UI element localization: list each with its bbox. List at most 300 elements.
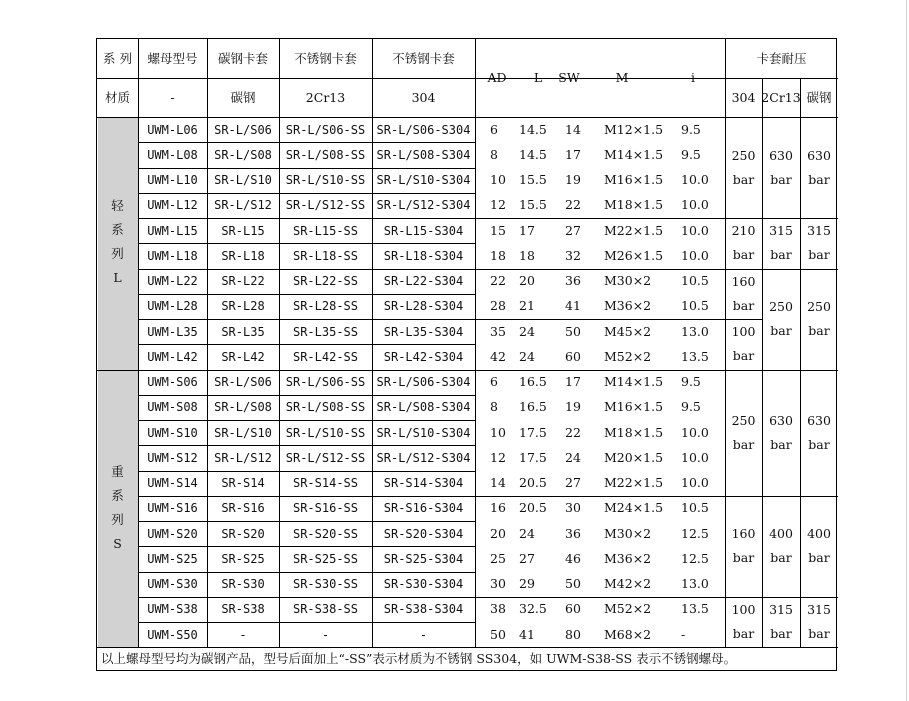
carbon-sleeve: SR-L28: [221, 299, 265, 314]
dim-l: 18: [519, 247, 535, 263]
pressure-carbon: 315: [807, 602, 831, 617]
dim-header: L: [533, 70, 543, 85]
row-line: [138, 572, 475, 573]
carbon-sleeve: -: [239, 627, 247, 642]
dim-ad: 35: [490, 323, 506, 339]
stainless-sleeve-2cr13: SR-L/S12-SS: [285, 198, 366, 213]
pressure-304: 100: [731, 602, 756, 617]
dim-sw: 19: [565, 172, 581, 188]
row-line: [138, 370, 475, 371]
pressure-unit: bar: [732, 550, 755, 566]
carbon-sleeve: SR-L/S12: [214, 198, 272, 213]
spec-table: [96, 38, 837, 671]
dim-ad: 20: [490, 525, 506, 541]
pressure-unit: bar: [732, 626, 755, 641]
grid-line-v: [207, 39, 208, 117]
nut-model: UWM-L42: [147, 349, 198, 364]
pressure-group-line: [725, 597, 838, 598]
stainless-sleeve-2cr13: SR-L35-SS: [292, 324, 359, 339]
nut-model: UWM-L18: [147, 248, 198, 263]
grid-line-v: [725, 39, 726, 647]
pressure-2cr13: 250: [769, 299, 793, 314]
stainless-sleeve-2cr13: SR-L22-SS: [292, 274, 359, 289]
dim-ad: 15: [490, 222, 506, 238]
dim-i: 9.5: [681, 374, 701, 390]
stainless-sleeve-304: SR-L15-S304: [383, 223, 464, 238]
stainless-sleeve-304: -: [419, 627, 428, 642]
stainless-sleeve-304: SR-L28-S304: [383, 299, 464, 314]
header-cell: 碳钢: [230, 90, 256, 105]
pressure-2cr13: 315: [769, 223, 793, 239]
row-line: [138, 168, 475, 169]
group-line: [475, 269, 725, 270]
stainless-sleeve-304: SR-S16-S304: [383, 501, 464, 516]
header-cell: 材质: [104, 90, 131, 105]
nut-model: UWM-L35: [147, 324, 198, 339]
footnote: 以上螺母型号均为碳钢产品，型号后面加上“-SS”表示材质为不锈钢 SS304，如 UWM-S38-SS 表示不锈钢螺母。: [101, 651, 737, 666]
nut-model: UWM-L12: [147, 198, 198, 213]
dim-sw: 27: [565, 222, 581, 238]
pressure-group-line: [725, 496, 838, 497]
table-bottom-line: [97, 647, 838, 648]
row-line: [138, 344, 475, 345]
stainless-sleeve-304: SR-L/S06-S304: [376, 375, 471, 390]
stainless-sleeve-304: SR-L/S12-S304: [376, 450, 471, 465]
dim-l: 20: [519, 273, 535, 289]
header-bottom-line: [97, 117, 838, 118]
dim-i: 10.0: [681, 172, 709, 188]
pressure-2cr13: 630: [769, 147, 793, 163]
dim-ad: 6: [490, 374, 498, 390]
stainless-sleeve-2cr13: SR-S30-SS: [292, 577, 359, 592]
stainless-sleeve-2cr13: SR-S38-SS: [292, 602, 359, 617]
pressure-unit: bar: [732, 348, 755, 364]
dim-sw: 80: [565, 626, 581, 642]
dim-m: M20×1.5: [604, 449, 664, 465]
dim-i: 9.5: [681, 146, 701, 162]
nut-model: UWM-S30: [147, 577, 198, 592]
dim-l: 41: [519, 626, 535, 642]
stainless-sleeve-2cr13: SR-S20-SS: [292, 526, 359, 541]
pressure-304: 250: [731, 412, 756, 428]
dim-sw: 27: [565, 475, 581, 491]
dim-ad: 8: [490, 146, 498, 162]
series-label-light: L: [113, 270, 122, 285]
stainless-sleeve-2cr13: SR-L/S10-SS: [285, 173, 366, 188]
dim-m: M24×1.5: [604, 500, 664, 516]
dim-l: 14.5: [519, 121, 547, 137]
nut-model: UWM-S16: [147, 501, 198, 516]
dim-i: 10.0: [681, 247, 709, 263]
dim-header: SW: [558, 70, 580, 85]
pressure-304: 100: [731, 324, 756, 340]
dim-l: 24: [519, 348, 535, 364]
carbon-sleeve: SR-L42: [221, 349, 265, 364]
dim-sw: 32: [565, 247, 581, 263]
carbon-sleeve: SR-S38: [221, 602, 265, 617]
stainless-sleeve-2cr13: SR-L/S08-SS: [285, 400, 366, 415]
stainless-sleeve-2cr13: SR-L18-SS: [292, 248, 359, 263]
stainless-sleeve-304: SR-S38-S304: [383, 602, 464, 617]
carbon-sleeve: SR-L/S08: [214, 400, 272, 415]
stainless-sleeve-304: SR-L35-S304: [383, 324, 464, 339]
carbon-sleeve: SR-L/S12: [214, 450, 272, 465]
grid-line-v: [138, 39, 139, 647]
dim-i: 9.5: [681, 399, 701, 415]
nut-model: UWM-L28: [147, 299, 198, 314]
row-line: [138, 142, 475, 143]
dim-m: M30×2: [604, 273, 652, 289]
dim-l: 17.5: [519, 424, 547, 440]
header-cell: 不锈钢卡套: [392, 51, 455, 66]
dim-ad: 8: [490, 399, 498, 415]
header-divider: [97, 78, 725, 79]
dim-i: 12.5: [681, 525, 709, 541]
dim-ad: 12: [490, 449, 506, 465]
dim-ad: 38: [490, 601, 506, 617]
dim-i: 10.0: [681, 222, 709, 238]
dim-sw: 22: [565, 197, 581, 213]
pressure-unit: bar: [770, 171, 792, 187]
dim-m: M26×1.5: [604, 247, 664, 263]
dim-i: 10.5: [681, 298, 709, 314]
row-line: [138, 622, 475, 623]
stainless-sleeve-2cr13: SR-L/S10-SS: [285, 425, 366, 440]
header-cell: -: [170, 90, 175, 105]
row-line: [138, 395, 475, 396]
dim-m: M36×2: [604, 550, 652, 566]
dim-i: 13.5: [681, 348, 709, 364]
dim-ad: 14: [490, 475, 506, 491]
pressure-carbon: 400: [807, 526, 831, 542]
group-line: [475, 496, 725, 497]
dim-sw: 24: [565, 449, 581, 465]
header-cell: 碳钢卡套: [217, 51, 269, 66]
pressure-carbon: 250: [807, 299, 831, 314]
row-line: [138, 269, 475, 270]
dim-l: 20.5: [519, 475, 547, 491]
grid-line-v: [372, 117, 373, 647]
dim-i: 13.5: [681, 601, 709, 617]
stainless-sleeve-2cr13: SR-S16-SS: [292, 501, 359, 516]
nut-model: UWM-S25: [147, 551, 198, 566]
series-label-heavy: S: [113, 536, 122, 551]
dim-i: 10.5: [681, 273, 709, 289]
row-line: [138, 319, 475, 320]
stainless-sleeve-2cr13: SR-S25-SS: [292, 551, 359, 566]
group-line: [475, 370, 838, 371]
pressure-col-header: 碳钢: [806, 90, 832, 105]
dim-l: 17: [519, 222, 535, 238]
grid-line-v: [279, 39, 280, 117]
carbon-sleeve: SR-L35: [221, 324, 265, 339]
carbon-sleeve: SR-L22: [221, 274, 265, 289]
stainless-sleeve-304: SR-L/S10-S304: [376, 173, 471, 188]
dim-sw: 50: [565, 323, 581, 339]
pressure-col-header: 2Cr13: [761, 90, 801, 105]
dim-ad: 42: [490, 348, 506, 364]
carbon-sleeve: SR-L/S06: [214, 375, 272, 390]
series-label-heavy: 系: [111, 488, 124, 503]
series-label-heavy: 列: [111, 512, 124, 527]
carbon-sleeve: SR-L15: [221, 223, 265, 238]
dim-ad: 10: [490, 172, 506, 188]
stainless-sleeve-304: SR-L/S10-S304: [376, 425, 471, 440]
dim-i: 13.0: [681, 323, 709, 339]
dim-i: 10.0: [681, 197, 709, 213]
dim-i: 12.5: [681, 550, 709, 566]
dim-l: 21: [519, 298, 535, 314]
carbon-sleeve: SR-S14: [221, 476, 265, 491]
dim-m: M18×1.5: [604, 424, 664, 440]
pressure-2cr13: 400: [769, 526, 793, 542]
pressure-unit: bar: [770, 247, 792, 263]
pressure-group-line: [725, 218, 838, 219]
pressure-304: 160: [731, 526, 756, 542]
dim-ad: 12: [490, 197, 506, 213]
pressure-unit: bar: [808, 247, 830, 263]
stainless-sleeve-304: SR-L/S12-S304: [376, 198, 471, 213]
dim-l: 15.5: [519, 172, 547, 188]
dim-ad: 30: [490, 576, 506, 592]
pressure-title-divider: [725, 78, 838, 79]
dim-m: M14×1.5: [604, 146, 664, 162]
pressure-unit: bar: [732, 171, 755, 187]
dim-i: 10.5: [681, 500, 709, 516]
dim-ad: 25: [490, 550, 506, 566]
dim-sw: 36: [565, 273, 581, 289]
dim-sw: 60: [565, 601, 581, 617]
stainless-sleeve-304: SR-L/S08-S304: [376, 147, 471, 162]
dim-ad: 16: [490, 500, 506, 516]
grid-line-v: [207, 117, 208, 647]
row-line: [138, 496, 475, 497]
dim-sw: 17: [565, 374, 581, 390]
pressure-carbon: 630: [807, 412, 831, 428]
row-line: [138, 243, 475, 244]
dim-ad: 6: [490, 121, 498, 137]
dim-ad: 28: [490, 298, 506, 314]
dim-l: 17.5: [519, 449, 547, 465]
dim-sw: 60: [565, 348, 581, 364]
row-line: [138, 218, 475, 219]
carbon-sleeve: SR-L/S10: [214, 425, 272, 440]
dim-ad: 10: [490, 424, 506, 440]
dim-m: M52×2: [604, 601, 652, 617]
nut-model: UWM-L08: [147, 147, 198, 162]
stainless-sleeve-2cr13: SR-L/S06-SS: [285, 122, 366, 137]
dim-sw: 17: [565, 146, 581, 162]
pressure-2cr13: 315: [769, 602, 793, 617]
dim-l: 24: [519, 323, 535, 339]
dim-m: M16×1.5: [604, 399, 664, 415]
series-label-light: 系: [111, 222, 124, 237]
pressure-unit: bar: [808, 626, 830, 641]
pressure-unit: bar: [770, 436, 792, 452]
stainless-sleeve-304: SR-S25-S304: [383, 551, 464, 566]
nut-model: UWM-S38: [147, 602, 198, 617]
header-cell: 304: [411, 90, 436, 105]
pressure-unit: bar: [770, 323, 792, 338]
carbon-sleeve: SR-L/S06: [214, 122, 272, 137]
stainless-sleeve-2cr13: SR-L/S08-SS: [285, 147, 366, 162]
stainless-sleeve-304: SR-L18-S304: [383, 248, 464, 263]
pressure-group-line: [725, 269, 838, 270]
row-line: [138, 471, 475, 472]
nut-model: UWM-S12: [147, 450, 198, 465]
pressure-unit: bar: [808, 323, 830, 338]
dim-i: 13.0: [681, 576, 709, 592]
stainless-sleeve-2cr13: SR-L28-SS: [292, 299, 359, 314]
series-cell-heavy: [98, 371, 138, 648]
nut-model: UWM-L22: [147, 274, 198, 289]
dim-l: 27: [519, 550, 535, 566]
dim-m: M22×1.5: [604, 475, 664, 491]
pressure-carbon: 315: [807, 223, 831, 239]
row-line: [138, 294, 475, 295]
stainless-sleeve-304: SR-S20-S304: [383, 526, 464, 541]
dim-m: M18×1.5: [604, 197, 664, 213]
pressure-col-header: 304: [731, 90, 756, 105]
dim-l: 16.5: [519, 374, 547, 390]
dim-i: 10.0: [681, 475, 709, 491]
pressure-unit: bar: [732, 436, 755, 452]
nut-model: UWM-S20: [147, 526, 198, 541]
header-cell: 2Cr13: [305, 90, 346, 105]
dim-l: 16.5: [519, 399, 547, 415]
dim-header: AD: [487, 70, 507, 85]
stainless-sleeve-304: SR-L22-S304: [383, 274, 464, 289]
header-cell: 螺母型号: [147, 51, 198, 66]
carbon-sleeve: SR-L18: [221, 248, 265, 263]
row-line: [138, 420, 475, 421]
dim-m: M16×1.5: [604, 172, 664, 188]
dim-l: 20.5: [519, 500, 547, 516]
carbon-sleeve: SR-L/S10: [214, 173, 272, 188]
stainless-sleeve-2cr13: SR-L/S12-SS: [285, 450, 366, 465]
dim-ad: 18: [490, 247, 506, 263]
pressure-sub-line: [725, 319, 762, 320]
pressure-unit: bar: [808, 171, 830, 187]
pressure-304: 250: [731, 147, 756, 163]
grid-line-v: [762, 78, 763, 647]
row-line: [138, 521, 475, 522]
carbon-sleeve: SR-S25: [221, 551, 265, 566]
header-cell: 不锈钢卡套: [294, 51, 357, 66]
grid-line-v: [372, 39, 373, 117]
grid-line-v: [800, 78, 801, 647]
pressure-unit: bar: [808, 550, 830, 566]
pressure-unit: bar: [732, 247, 755, 263]
stainless-sleeve-2cr13: SR-L15-SS: [292, 223, 359, 238]
dim-i: 10.0: [681, 424, 709, 440]
grid-line-v: [475, 39, 476, 647]
carbon-sleeve: SR-S16: [221, 501, 265, 516]
stainless-sleeve-2cr13: SR-S14-SS: [292, 476, 359, 491]
dim-m: M36×2: [604, 298, 652, 314]
dim-l: 29: [519, 576, 535, 592]
dim-i: -: [681, 626, 686, 642]
pressure-unit: bar: [770, 626, 792, 641]
dim-m: M68×2: [604, 626, 652, 642]
group-line: [475, 597, 725, 598]
dim-m: M45×2: [604, 323, 652, 339]
dim-ad: 50: [490, 626, 506, 642]
group-line: [475, 319, 725, 320]
carbon-sleeve: SR-S20: [221, 526, 265, 541]
dim-i: 9.5: [681, 121, 701, 137]
dim-sw: 36: [565, 525, 581, 541]
dim-sw: 50: [565, 576, 581, 592]
stainless-sleeve-304: SR-L42-S304: [383, 349, 464, 364]
pressure-unit: bar: [732, 297, 755, 313]
pressure-unit: bar: [808, 436, 830, 452]
dim-header: M: [615, 70, 629, 85]
dim-sw: 19: [565, 399, 581, 415]
row-line: [138, 445, 475, 446]
nut-model: UWM-S08: [147, 400, 198, 415]
stainless-sleeve-2cr13: -: [321, 627, 330, 642]
row-line: [138, 546, 475, 547]
nut-model: UWM-L10: [147, 173, 198, 188]
nut-model: UWM-L15: [147, 223, 198, 238]
dim-sw: 22: [565, 424, 581, 440]
grid-line-v: [279, 117, 280, 647]
nut-model: UWM-S50: [147, 627, 198, 642]
nut-model: UWM-S06: [147, 375, 198, 390]
dim-l: 14.5: [519, 146, 547, 162]
nut-model: UWM-S14: [147, 476, 198, 491]
dim-l: 15.5: [519, 197, 547, 213]
pressure-unit: bar: [770, 550, 792, 566]
dim-i: 10.0: [681, 449, 709, 465]
dim-header: i: [691, 70, 695, 85]
stainless-sleeve-304: SR-L/S08-S304: [376, 400, 471, 415]
stainless-sleeve-2cr13: SR-L42-SS: [292, 349, 359, 364]
dim-m: M52×2: [604, 348, 652, 364]
carbon-sleeve: SR-S30: [221, 577, 265, 592]
row-line: [138, 193, 475, 194]
header-cell: 系 列: [103, 51, 132, 66]
stainless-sleeve-2cr13: SR-L/S06-SS: [285, 375, 366, 390]
series-label-light: 列: [111, 246, 124, 261]
stainless-sleeve-304: SR-L/S06-S304: [376, 122, 471, 137]
series-label-heavy: 重: [111, 464, 124, 479]
pressure-carbon: 630: [807, 147, 831, 163]
nut-model: UWM-S10: [147, 425, 198, 440]
dim-m: M12×1.5: [604, 121, 664, 137]
pressure-304: 160: [731, 273, 756, 289]
series-divider: [97, 370, 138, 371]
dim-sw: 30: [565, 500, 581, 516]
dim-sw: 41: [565, 298, 581, 314]
stainless-sleeve-304: SR-S30-S304: [383, 577, 464, 592]
nut-model: UWM-L06: [147, 122, 198, 137]
dim-sw: 46: [565, 550, 581, 566]
page-edge-line: [906, 0, 907, 701]
dim-m: M30×2: [604, 525, 652, 541]
group-line: [475, 218, 725, 219]
pressure-title: 卡套耐压: [756, 51, 807, 66]
series-cell-light: [98, 118, 138, 370]
dim-m: M14×1.5: [604, 374, 664, 390]
dim-l: 24: [519, 525, 535, 541]
dim-m: M22×1.5: [604, 222, 664, 238]
dim-l: 32.5: [519, 601, 547, 617]
dim-sw: 14: [565, 121, 581, 137]
row-line: [138, 597, 475, 598]
carbon-sleeve: SR-L/S08: [214, 147, 272, 162]
